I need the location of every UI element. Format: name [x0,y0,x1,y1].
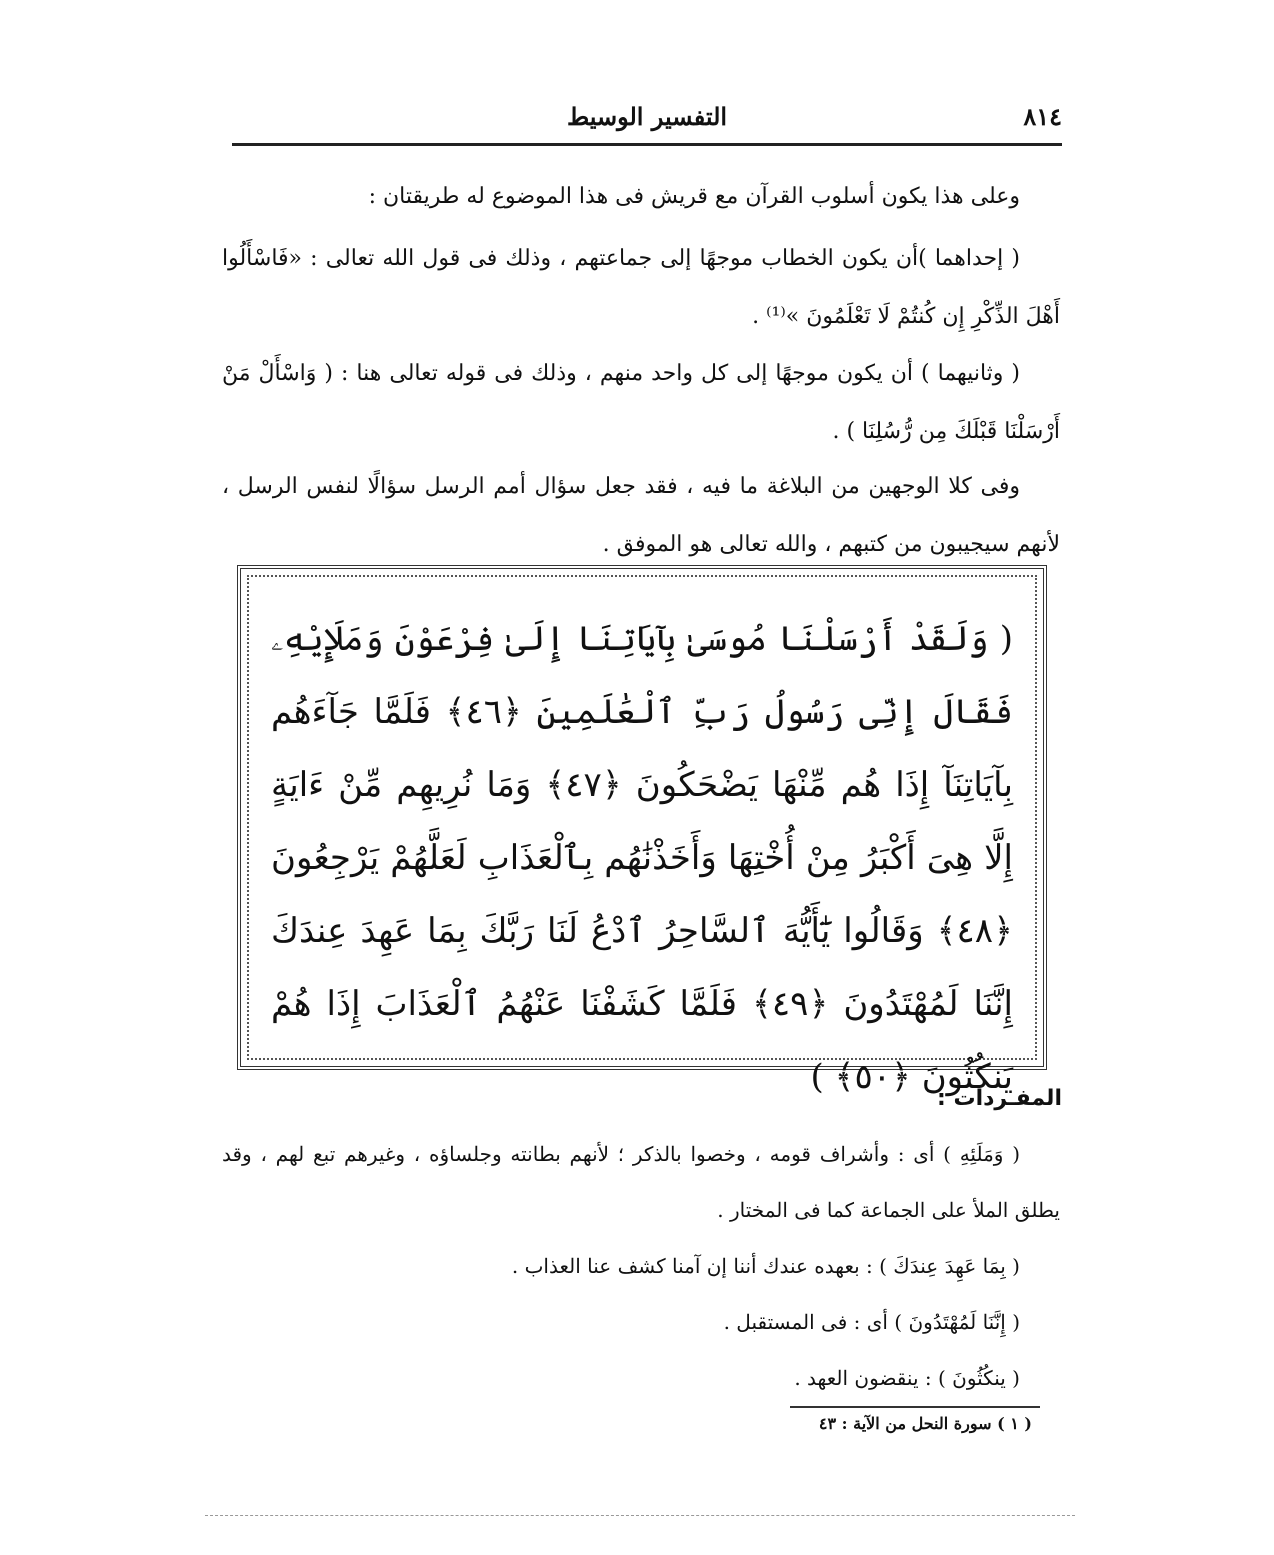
quran-verse-frame [237,565,1047,1097]
paragraph-second-method [222,345,1060,461]
paragraph-first-method [222,230,1060,346]
paragraph-text: وفى كلا الوجهين من البلاغة ما فيه ، فقد جعل سؤال أمم الرسل سؤالًا لنفس الرسل ، لأنهم سيجيبون من كتبهم ، والله تعالى هو الموفق . [222,474,1060,557]
paragraph-text: وعلى هذا يكون أسلوب القرآن مع قريش فى هذا الموضوع له طريقتان : [368,184,1020,209]
running-title: التفسير الوسيط [566,102,728,131]
footnote-divider [790,1406,1040,1408]
vocabulary-entry: ( بِمَا عَهِدَ عِندَكَ ) : بعهده عندك أننا إن آمنا كشف عنا العذاب . [511,1254,1020,1278]
paragraph-text: ( إحداهما )أن يكون الخطاب موجهًا إلى جماعتهم ، وذلك فى قول الله تعالى : «فَاسْأَلُوا أَهْلَ الذِّكْرِ إِن كُنتُمْ لَا تَعْلَمُونَ »⁽¹⁾ . [222,246,1060,329]
quran-verse-text: ( وَلَقَدْ أَرْسَلْنَا مُوسَىٰ بِآيَاتِنَا إِلَىٰ فِرْعَوْنَ وَمَلَإِيْهِۦ فَقَالَ إِنِّى رَسُولُ رَبِّ ٱلْعَٰلَمِينَ ﴿٤٦﴾ فَلَمَّا جَآءَهُم بِآيَاتِنَآ إِذَا هُم مِّنْهَا يَضْحَكُونَ ﴿٤٧﴾ وَمَا نُرِيهِم مِّنْ ءَايَةٍ إِلَّا هِىَ أَكْبَرُ مِنْ أُخْتِهَا وَأَخَذْنَٰهُم بِٱلْعَذَابِ لَعَلَّهُمْ يَرْجِعُونَ ﴿٤٨﴾ وَقَالُوا يَٰٓأَيُّهَ ٱلسَّاحِرُ ٱدْعُ لَنَا رَبَّكَ بِمَا عَهِدَ عِندَكَ إِنَّنَا لَمُهْتَدُونَ ﴿٤٩﴾ فَلَمَّا كَشَفْنَا عَنْهُمُ ٱلْعَذَابَ إِذَا هُمْ يَنكُثُونَ ﴿٥٠﴾ ) [271,619,1014,1097]
vocabulary-entry: ( وَمَلَئِهِ ) أى : وأشراف قومه ، وخصوا بالذكر ؛ لأنهم بطانته وجلساؤه ، وغيرهم تبع لهم ، وقد يطلق الملأ على الجماعة كما فى المختار . [222,1142,1060,1222]
footnote: ( ١ ) سورة النحل من الآية : ٤٣ [818,1414,1032,1433]
vocabulary-entry: ( إِنَّنَا لَمُهْتَدُونَ ) أى : فى المستقبل . [723,1310,1020,1334]
page-bottom-edge [205,1515,1075,1516]
paragraph-intro [222,168,1060,226]
page-header [232,96,1062,146]
header-divider [232,143,1062,146]
page-number: ٨١٤ [1023,102,1062,131]
paragraph-conclusion [222,458,1060,574]
paragraph-text: ( وثانيهما ) أن يكون موجهًا إلى كل واحد منهم ، وذلك فى قوله تعالى هنا : ( وَاسْأَلْ مَنْ أَرْسَلْنَا قَبْلَكَ مِن رُّسُلِنَا ) . [222,361,1060,444]
vocabulary-entry: ( ينكُثُونَ ) : ينقضون العهد . [794,1366,1020,1390]
vocabulary-heading: المفـردات : [937,1086,1062,1111]
